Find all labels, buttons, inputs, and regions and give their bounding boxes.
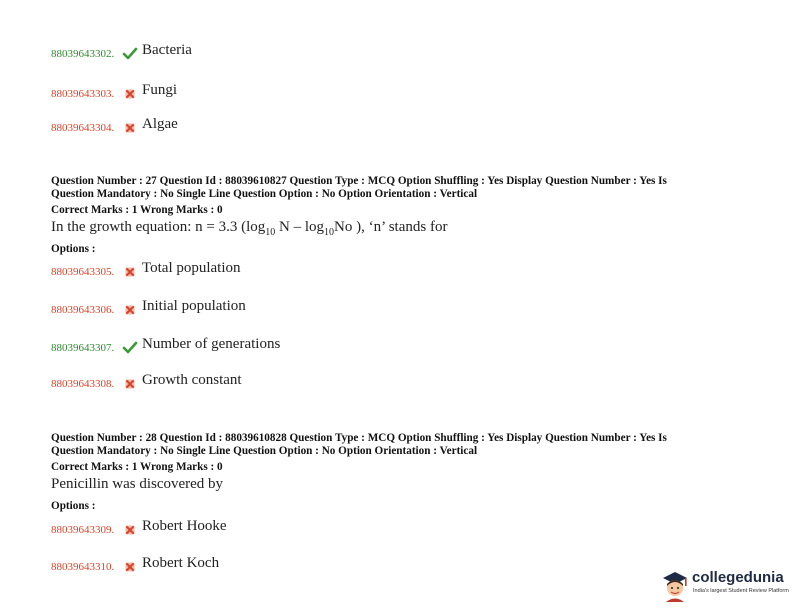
option-id: 88039643309. — [51, 524, 115, 536]
brand-tagline: India's largest Student Review Platform — [693, 588, 789, 594]
option-id: 88039643306. — [51, 304, 115, 316]
question-text-part: In the growth equation: n = 3.3 (log — [51, 219, 266, 235]
option-text: Initial population — [142, 297, 246, 314]
question-header-line: Question Number : 28 Question Id : 88039610828 Question Type : MCQ Option Shuffling : Yes Display Question Number : Yes Is — [51, 432, 667, 444]
cross-icon — [122, 265, 138, 279]
option-text: Algae — [142, 115, 178, 132]
option-row — [51, 372, 242, 396]
option-id: 88039643305. — [51, 266, 115, 278]
option-text: Robert Hooke — [142, 517, 227, 534]
option-text: Growth constant — [142, 371, 242, 388]
question-27-marks: Correct Marks : 1 Wrong Marks : 0 — [51, 204, 223, 216]
cross-icon — [122, 87, 138, 101]
question-text-part: N – log — [275, 219, 325, 235]
question-28-header — [51, 432, 751, 457]
option-row — [51, 116, 178, 140]
question-header-line: Question Mandatory : No Single Line Question Option : No Option Orientation : Vertical — [51, 187, 478, 200]
question-header-line: Question Mandatory : No Single Line Question Option : No Option Orientation : Vertical — [51, 444, 478, 457]
option-row — [51, 518, 227, 542]
question-text-part: No ), ‘n’ stands for — [334, 219, 448, 235]
cross-icon — [122, 303, 138, 317]
option-row — [51, 298, 246, 322]
option-row — [51, 260, 241, 284]
option-row — [51, 336, 280, 360]
options-label: Options : — [51, 500, 96, 512]
options-label: Options : — [51, 243, 96, 255]
collegedunia-logo — [660, 566, 788, 606]
option-text: Bacteria — [142, 41, 192, 58]
cross-icon — [122, 560, 138, 574]
question-header-line: Question Number : 27 Question Id : 88039610827 Question Type : MCQ Option Shuffling : Yes Display Question Number : Yes Is — [51, 175, 667, 187]
option-id: 88039643304. — [51, 122, 115, 134]
cross-icon — [122, 377, 138, 391]
option-id: 88039643308. — [51, 378, 115, 390]
question-27-text — [51, 219, 447, 238]
cross-icon — [122, 121, 138, 135]
question-28-text: Penicillin was discovered by — [51, 476, 224, 492]
option-id: 88039643310. — [51, 561, 115, 573]
subscript: 10 — [265, 227, 276, 238]
option-text: Robert Koch — [142, 554, 220, 571]
option-text: Total population — [142, 259, 241, 276]
subscript: 10 — [324, 227, 335, 238]
option-row — [51, 555, 219, 579]
question-28-marks: Correct Marks : 1 Wrong Marks : 0 — [51, 461, 223, 473]
option-row — [51, 82, 177, 106]
brand-name: collegedunia — [692, 569, 784, 586]
check-icon — [122, 341, 138, 355]
cross-icon — [122, 523, 138, 537]
graduate-mascot-icon — [660, 568, 690, 604]
option-row — [51, 42, 192, 66]
option-text: Number of generations — [142, 335, 281, 352]
option-id: 88039643302. — [51, 48, 115, 60]
check-icon — [122, 47, 138, 61]
option-id: 88039643303. — [51, 88, 115, 100]
question-27-header — [51, 175, 751, 200]
option-text: Fungi — [142, 81, 178, 98]
option-id: 88039643307. — [51, 342, 115, 354]
